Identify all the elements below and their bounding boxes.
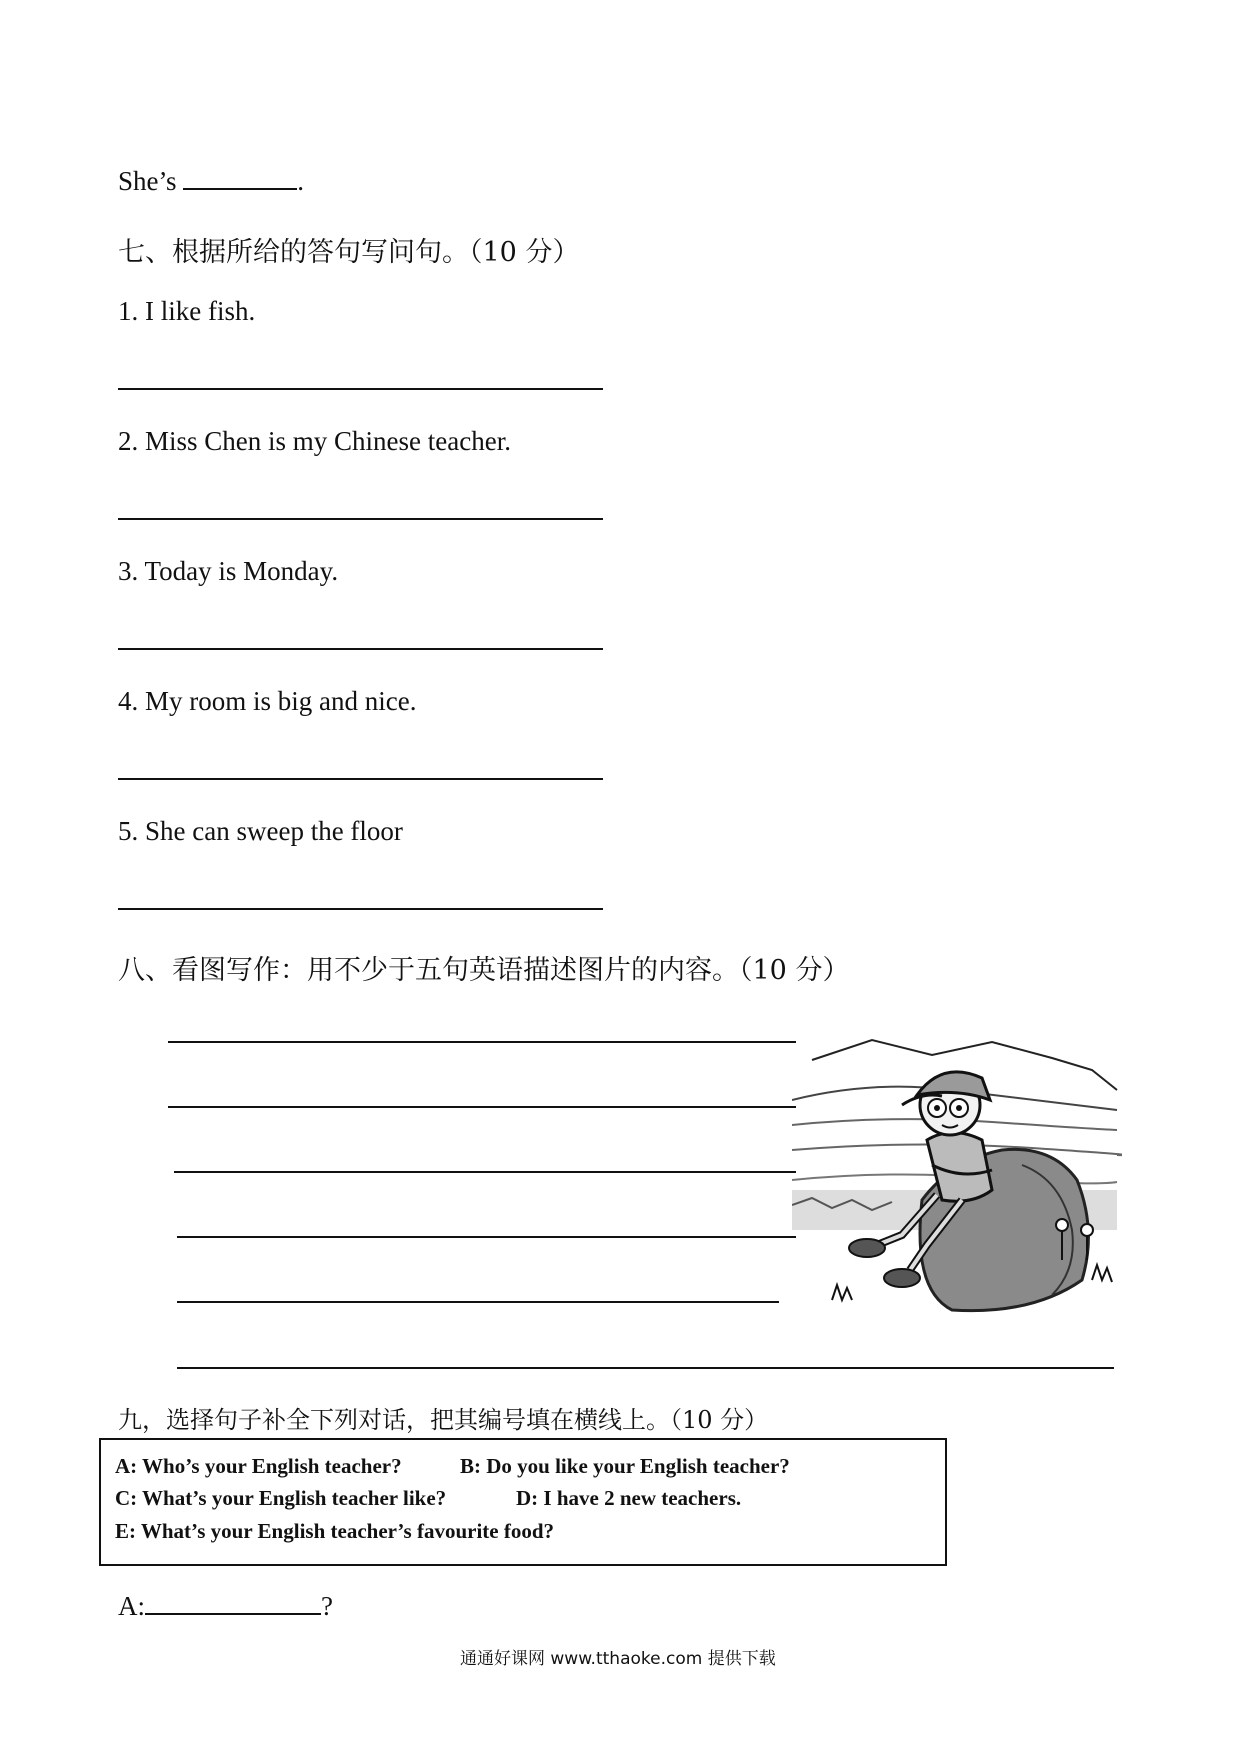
writing-line-5[interactable] xyxy=(177,1301,779,1303)
option-a: A: Who’s your English teacher? xyxy=(115,1454,402,1478)
writing-line-6[interactable] xyxy=(177,1367,1114,1369)
dialog-line-1 xyxy=(118,1589,333,1622)
writing-line-3[interactable] xyxy=(174,1171,796,1173)
carryover-answer-line xyxy=(118,164,304,197)
section9-title: 九，选择句子补全下列对话，把其编号填在横线上。（10 分） xyxy=(118,1406,769,1434)
dialog-speaker: A: xyxy=(118,1591,145,1621)
dialog-end: ? xyxy=(321,1591,333,1621)
option-b: B: Do you like your English teacher? xyxy=(460,1454,790,1478)
option-d: D: I have 2 new teachers. xyxy=(516,1486,742,1510)
section7-title: 七、根据所给的答句写问句。（10 分） xyxy=(118,237,580,268)
section7-item-3: 3. Today is Monday. xyxy=(118,556,339,586)
answer-line-3[interactable] xyxy=(118,648,603,650)
dialog-blank[interactable] xyxy=(145,1589,321,1615)
answer-line-5[interactable] xyxy=(118,908,603,910)
section7-item-5: 5. She can sweep the floor xyxy=(118,816,403,846)
boy-on-rock-illustration xyxy=(792,1030,1122,1330)
section7-item-4: 4. My room is big and nice. xyxy=(118,686,417,716)
answer-blank[interactable] xyxy=(183,164,297,190)
answer-line-2[interactable] xyxy=(118,518,603,520)
writing-line-1[interactable] xyxy=(168,1041,796,1043)
option-e: E: What’s your English teacher’s favourite food? xyxy=(115,1519,555,1543)
section7-item-1: 1. I like fish. xyxy=(118,296,256,326)
writing-line-4[interactable] xyxy=(177,1236,796,1238)
answer-line-4[interactable] xyxy=(118,778,603,780)
section8-title: 八、看图写作：用不少于五句英语描述图片的内容。（10 分） xyxy=(118,955,850,986)
option-c: C: What’s your English teacher like? xyxy=(115,1486,447,1510)
options-box xyxy=(99,1438,947,1566)
section7-item-2: 2. Miss Chen is my Chinese teacher. xyxy=(118,426,511,456)
answer-line-1[interactable] xyxy=(118,388,603,390)
carryover-end: . xyxy=(297,166,305,196)
writing-line-2[interactable] xyxy=(168,1106,796,1108)
footer-text: 通通好课网 www.tthaoke.com 提供下载 xyxy=(460,1649,776,1669)
carryover-text: She’s xyxy=(118,166,177,196)
